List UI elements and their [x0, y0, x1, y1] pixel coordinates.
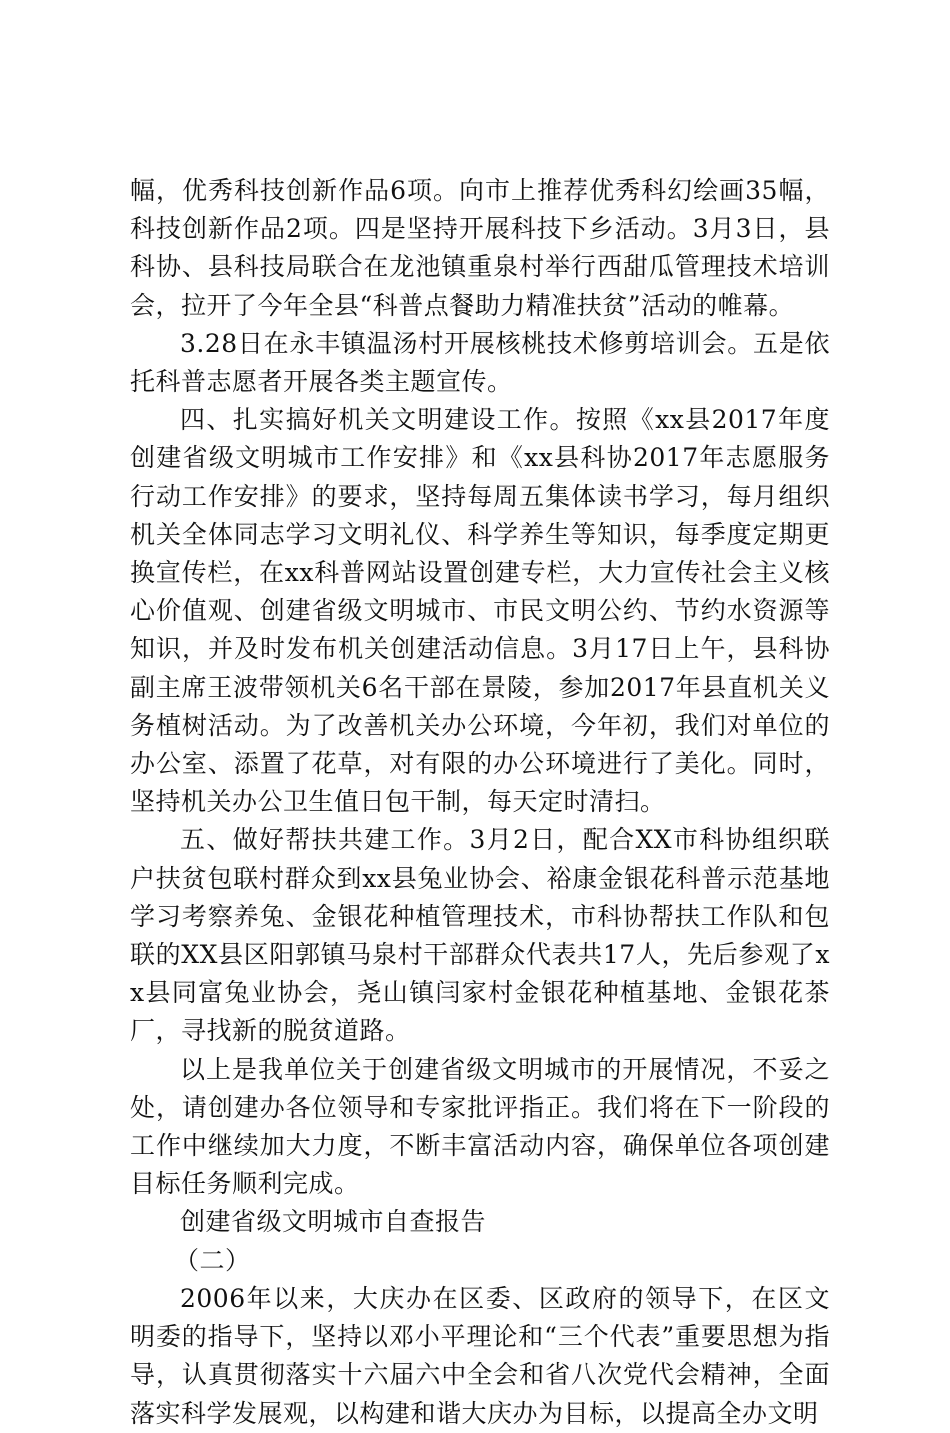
paragraph-continuation: 幅，优秀科技创新作品6项。向市上推荐优秀科幻绘画35幅，科技创新作品2项。四是坚持开展科技下乡活动。3月3日，县科协、县科技局联合在龙池镇重泉村举行西甜瓜管理技术培训会，拉开了今年全县“科普点餐助力精准扶贫”活动的帷幕。 — [130, 176, 830, 320]
paragraph-section-four: 四、扎实搞好机关文明建设工作。按照《xx县2017年度创建省级文明城市工作安排》和《xx县科协2017年志愿服务行动工作安排》的要求，坚持每周五集体读书学习，每月组织机关全体同志学习文明礼仪、科学养生等知识，每季度定期更换宣传栏，在xx科普网站设置创建专栏，大力宣传社会主义核心价值观、创建省级文明城市、市民文明公约、节约水资源等知识，并及时发布机关创建活动信息。3月17日上午，县科协副主席王波带领机关6名干部在景陵，参加2017年县直机关义务植树活动。为了改善机关办公环境，今年初，我们对单位的办公室、添置了花草，对有限的办公环境进行了美化。同时，坚持机关办公卫生值日包干制，每天定时清扫。 — [130, 405, 830, 817]
paragraph-section-five: 五、做好帮扶共建工作。3月2日，配合XX市科协组织联户扶贫包联村群众到xx县兔业协会、裕康金银花科普示范基地学习考察养兔、金银花种植管理技术，市科协帮扶工作队和包联的XX县区阳郭镇马泉村干部群众代表共17人，先后参观了xx县同富兔业协会，尧山镇闫家村金银花种植基地、金银花茶厂，寻找新的脱贫道路。 — [130, 825, 830, 1046]
document-body — [130, 172, 830, 1433]
report-section-number: （二） — [174, 1245, 251, 1275]
report-title: 创建省级文明城市自查报告 — [180, 1207, 487, 1237]
paragraph-conclusion: 以上是我单位关于创建省级文明城市的开展情况，不妥之处，请创建办各位领导和专家批评指正。我们将在下一阶段的工作中继续加大力度，不断丰富活动内容，确保单位各项创建目标任务顺利完成。 — [130, 1054, 830, 1199]
paragraph-training: 3.28日在永丰镇温汤村开展核桃技术修剪培训会。五是依托科普志愿者开展各类主题宣传。 — [130, 328, 830, 397]
paragraph-report-intro: 2006年以来，大庆办在区委、区政府的领导下，在区文明委的指导下，坚持以邓小平理论和“三个代表”重要思想为指导，认真贯彻落实十六届六中全会和省八次党代会精神，全面落实科学发展观，以构建和谐大庆办为目标，以提高全办文明 — [130, 1283, 830, 1428]
